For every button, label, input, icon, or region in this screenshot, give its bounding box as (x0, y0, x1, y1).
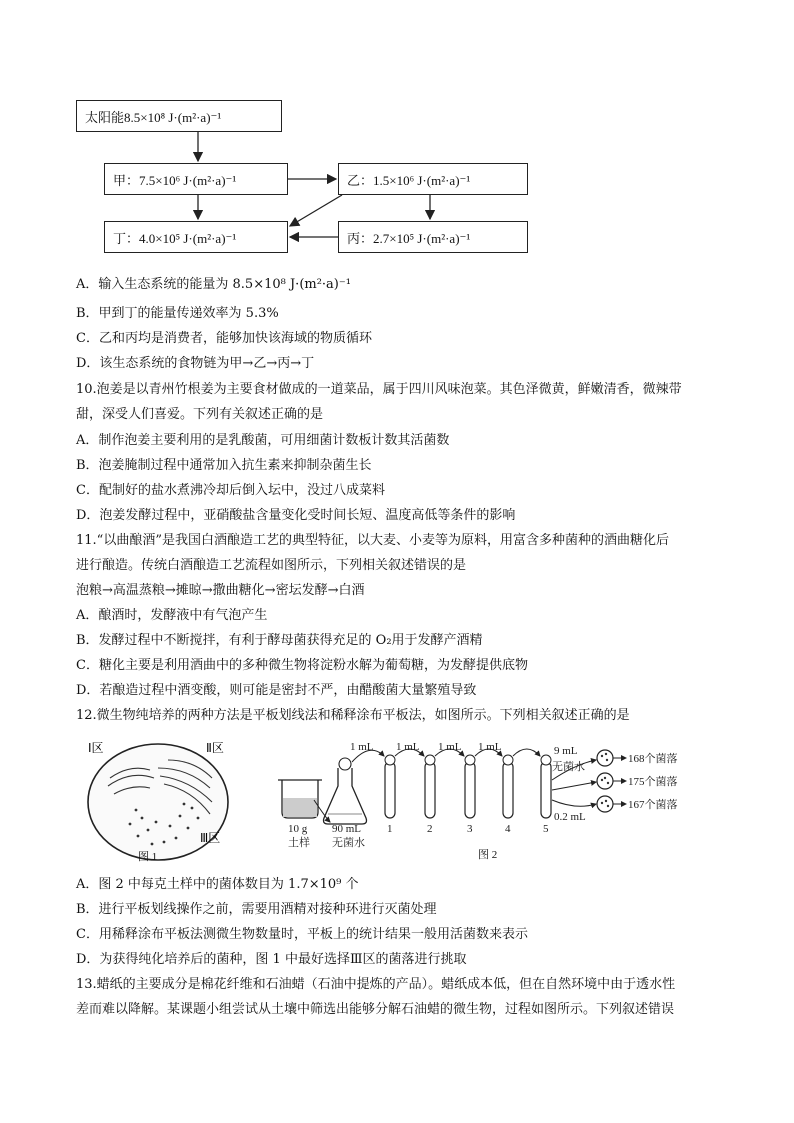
jia-label: 甲：7.5×10⁶ J·(m²·a)⁻¹ (113, 172, 237, 188)
bing-label: 丙：2.7×10⁵ J·(m²·a)⁻¹ (347, 230, 471, 246)
transfer-3-label: 1 mL (438, 741, 462, 753)
q13-stem-line2: 差而难以降解。某课题小组尝试从土壤中筛选出能够分解石油蜡的微生物，过程如图所示。下列叙述错误 (76, 1002, 675, 1017)
q10-stem-line2: 甜，深受人们喜爱。下列有关叙述正确的是 (76, 407, 324, 422)
colonies-2-label: 175个菌落 (628, 776, 678, 788)
ding-label: 丁：4.0×10⁵ J·(m²·a)⁻¹ (113, 230, 237, 246)
colonies-3-label: 167个菌落 (628, 799, 678, 811)
q10-option-d: D．泡姜发酵过程中，亚硝酸盐含量变化受时间长短、温度高低等条件的影响 (76, 508, 516, 523)
tube-3-label: 3 (467, 823, 473, 835)
q11-option-d: D．若酿造过程中酒变酸，则可能是密封不严，由醋酸菌大量繁殖导致 (76, 683, 477, 698)
water-90ml-sterile-label: 无菌水 (332, 837, 365, 849)
tube-4-label: 4 (505, 823, 511, 835)
q10-stem-line1: 10.泡姜是以青州竹根姜为主要食材做成的一道菜品，属于四川风味泡菜。其色泽微黄，鲜嫩清香，微辣带 (76, 382, 682, 397)
soil-label: 土样 (288, 837, 310, 849)
transfer-2-label: 1 mL (396, 741, 420, 753)
q11-option-a: A．酿酒时，发酵液中有气泡产生 (76, 608, 268, 623)
q10-option-c: C．配制好的盐水煮沸冷却后倒入坛中，没过八成菜料 (76, 483, 385, 498)
zone-3-label: Ⅲ区 (200, 831, 221, 845)
soil-amount-label: 10 g (288, 823, 308, 835)
q13-stem-line1: 13.蜡纸的主要成分是棉花纤维和石油蜡（石油中提炼的产品）。蜡纸成本低，但在自然环境中由于透水性 (76, 977, 676, 992)
q10-option-a: A．制作泡姜主要利用的是乳酸菌，可用细菌计数板计数其活菌数 (76, 433, 450, 448)
transfer-1-label: 1 mL (350, 741, 374, 753)
q9-option-d: D．该生态系统的食物链为甲→乙→丙→丁 (76, 356, 315, 371)
q9-option-a: A．输入生态系统的能量为 8.5×10⁸ J·(m²·a)⁻¹ (76, 277, 351, 292)
figure-1-caption: 图 1 (138, 851, 158, 863)
q11-option-b: B．发酵过程中不断搅拌，有利于酵母菌获得充足的 O₂用于发酵产酒精 (76, 633, 483, 648)
yi-label: 乙：1.5×10⁶ J·(m²·a)⁻¹ (347, 172, 471, 188)
q12-option-b: B．进行平板划线操作之前，需要用酒精对接种环进行灭菌处理 (76, 902, 437, 917)
figure-1-streak-plate (80, 738, 240, 868)
q11-stem-line2: 进行酿造。传统白酒酿造工艺流程如图所示，下列相关叙述错误的是 (76, 558, 467, 573)
water-90ml-label: 90 mL (332, 823, 362, 835)
q12-option-c: C．用稀释涂布平板法测微生物数量时，平板上的统计结果一般用活菌数来表示 (76, 927, 528, 942)
energy-flow-arrows (0, 0, 794, 270)
q9-option-c: C．乙和丙均是消费者，能够加快该海域的物质循环 (76, 331, 372, 346)
q11-option-c: C．糖化主要是利用酒曲中的多种微生物将淀粉水解为葡萄糖，为发酵提供底物 (76, 658, 528, 673)
q10-option-b: B．泡姜腌制过程中通常加入抗生素来抑制杂菌生长 (76, 458, 372, 473)
arrow-yi-to-ding (290, 195, 342, 226)
q12-stem: 12.微生物纯培养的两种方法是平板划线法和稀释涂布平板法，如图所示。下列相关叙述正确的是 (76, 708, 630, 723)
transfer-4-label: 1 mL (478, 741, 502, 753)
q11-stem-line1: 11.“以曲酿酒”是我国白酒酿造工艺的典型特征，以大麦、小麦等为原料，用富含多种菌种的酒曲糖化后 (76, 533, 669, 548)
q12-option-d: D．为获得纯化培养后的菌种，图 1 中最好选择Ⅲ区的菌落进行挑取 (76, 952, 467, 967)
tube-1-label: 1 (387, 823, 393, 835)
zone-1-label: Ⅰ区 (88, 741, 104, 755)
solar-energy-label: 太阳能8.5×10⁸ J·(m²·a)⁻¹ (85, 109, 222, 125)
tube-2-label: 2 (427, 823, 433, 835)
tube-5-label: 5 (543, 823, 549, 835)
q11-process-flow: 泡粮→高温蒸粮→摊晾→撒曲糖化→密坛发酵→白酒 (76, 583, 365, 598)
q9-option-b: B．甲到丁的能量传递效率为 5.3% (76, 306, 279, 321)
figure-2-serial-dilution (276, 740, 736, 850)
sterile-water-label: 无菌水 (552, 761, 585, 773)
figure-2-caption: 图 2 (478, 849, 498, 861)
q12-option-a: A．图 2 中每克土样中的菌体数目为 1.7×10⁹ 个 (76, 877, 359, 892)
colonies-1-label: 168个菌落 (628, 753, 678, 765)
zone-2-label: Ⅱ区 (206, 741, 224, 755)
water-9ml-label: 9 mL (554, 745, 578, 757)
spread-volume-label: 0.2 mL (554, 811, 586, 823)
